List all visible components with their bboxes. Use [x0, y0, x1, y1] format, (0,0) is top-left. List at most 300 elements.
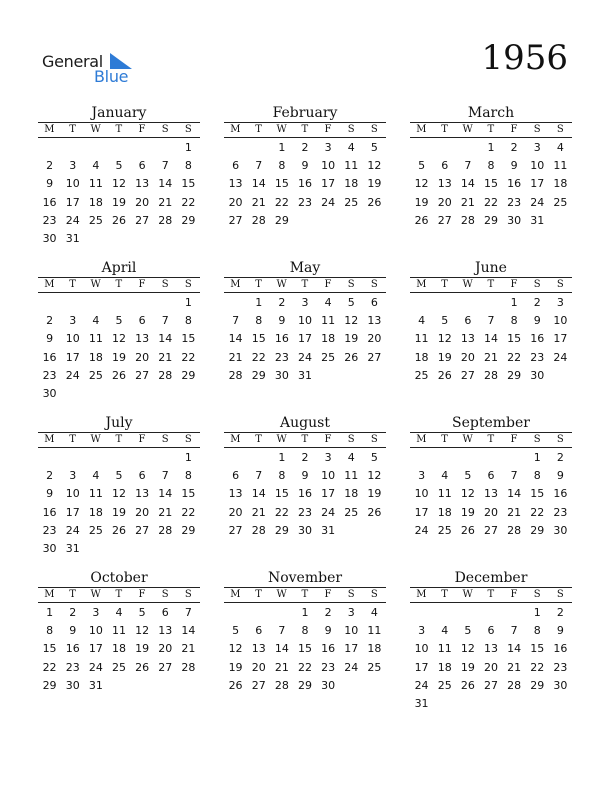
weekday-label: F — [138, 279, 146, 290]
day-cell: 12 — [111, 487, 126, 501]
day-cell: 21 — [483, 350, 498, 364]
weekday-label: M — [44, 279, 55, 290]
weekday-label: S — [184, 279, 192, 290]
day-cell: 7 — [161, 469, 169, 483]
weekday-label: T — [115, 279, 123, 290]
day-cell: 15 — [251, 332, 266, 346]
day-cell: 8 — [533, 624, 541, 638]
weekday-label: T — [255, 124, 263, 135]
day-cell: 8 — [46, 624, 54, 638]
day-cell: 10 — [65, 177, 80, 191]
day-cell: 3 — [324, 141, 332, 154]
day-cell: 2 — [46, 159, 54, 173]
empty-cell — [247, 604, 270, 622]
day-cell: 7 — [464, 159, 472, 173]
empty-cell — [433, 449, 456, 467]
weekday-label: S — [161, 434, 169, 445]
day-cell: 10 — [321, 159, 336, 173]
weekday-label: S — [347, 279, 355, 290]
weekday-label: T — [255, 434, 263, 445]
day-cell: 3 — [69, 469, 77, 483]
day-cell: 11 — [344, 159, 359, 173]
day-cell: 22 — [274, 505, 289, 519]
day-cell: 29 — [483, 213, 498, 227]
day-cell: 16 — [297, 177, 312, 191]
day-cell: 30 — [297, 523, 312, 537]
day-cell: 11 — [111, 624, 126, 638]
weekday-label: F — [324, 589, 332, 600]
day-cell: 14 — [274, 642, 289, 656]
weekday-label: M — [230, 279, 241, 290]
day-cell: 10 — [321, 469, 336, 483]
day-cell: 27 — [483, 523, 498, 537]
day-cell: 8 — [510, 314, 518, 328]
day-grid — [410, 449, 572, 540]
weekday-label: F — [510, 124, 518, 135]
empty-cell — [84, 449, 107, 467]
weekday-label: T — [441, 279, 449, 290]
weekday-label: F — [138, 124, 146, 135]
day-cell: 18 — [88, 505, 103, 519]
day-cell: 15 — [297, 642, 312, 656]
empty-cell — [131, 294, 154, 312]
day-cell: 1 — [301, 606, 309, 619]
day-cell: 24 — [321, 195, 336, 209]
day-cell: 29 — [251, 368, 266, 382]
day-cell: 19 — [228, 660, 243, 674]
day-cell: 1 — [533, 606, 541, 619]
weekday-header — [38, 278, 200, 293]
day-cell: 2 — [324, 606, 332, 619]
day-cell: 7 — [255, 159, 263, 173]
weekday-label: M — [44, 589, 55, 600]
day-cell: 29 — [274, 213, 289, 227]
day-cell: 8 — [301, 624, 309, 638]
weekday-header — [38, 433, 200, 448]
day-cell: 5 — [115, 314, 123, 328]
day-cell: 19 — [367, 487, 382, 501]
weekday-label: T — [301, 279, 309, 290]
day-cell: 5 — [441, 314, 449, 328]
weekday-label: T — [69, 589, 77, 600]
logo-text-general: General — [42, 52, 103, 71]
day-cell: 29 — [181, 213, 196, 227]
day-cell: 11 — [88, 332, 103, 346]
day-cell: 22 — [297, 660, 312, 674]
day-cell: 23 — [65, 660, 80, 674]
day-cell: 9 — [46, 177, 54, 191]
day-cell: 23 — [553, 660, 568, 674]
day-cell: 10 — [65, 487, 80, 501]
day-cell: 17 — [553, 332, 568, 346]
day-cell: 27 — [135, 523, 150, 537]
weekday-label: W — [90, 589, 102, 600]
day-cell: 25 — [111, 660, 126, 674]
weekday-label: W — [276, 279, 288, 290]
weekday-label: S — [184, 434, 192, 445]
day-cell: 30 — [42, 231, 57, 245]
day-cell: 26 — [414, 213, 429, 227]
day-cell: 20 — [460, 350, 475, 364]
day-cell: 6 — [441, 159, 449, 173]
day-cell: 28 — [274, 678, 289, 692]
empty-cell — [410, 604, 433, 622]
day-cell: 14 — [251, 487, 266, 501]
day-cell: 18 — [344, 487, 359, 501]
day-cell: 5 — [464, 624, 472, 638]
day-cell: 15 — [530, 487, 545, 501]
day-cell: 19 — [460, 660, 475, 674]
day-cell: 9 — [510, 159, 518, 173]
weekday-label: T — [69, 434, 77, 445]
day-cell: 28 — [251, 213, 266, 227]
day-cell: 19 — [111, 505, 126, 519]
day-cell: 2 — [510, 141, 518, 154]
weekday-label: F — [510, 589, 518, 600]
day-cell: 17 — [344, 642, 359, 656]
weekday-label: S — [533, 589, 541, 600]
day-grid — [224, 449, 386, 540]
day-cell: 11 — [88, 177, 103, 191]
day-cell: 16 — [42, 195, 57, 209]
day-cell: 3 — [69, 314, 77, 328]
day-cell: 14 — [460, 177, 475, 191]
day-cell: 18 — [321, 332, 336, 346]
weekday-label: W — [90, 434, 102, 445]
weekday-label: T — [487, 589, 495, 600]
day-cell: 4 — [92, 314, 100, 328]
day-cell: 26 — [111, 213, 126, 227]
day-cell: 22 — [42, 660, 57, 674]
day-grid — [38, 294, 200, 403]
day-cell: 3 — [533, 141, 541, 154]
day-cell: 20 — [437, 195, 452, 209]
day-cell: 19 — [111, 195, 126, 209]
day-cell: 7 — [184, 606, 192, 619]
day-grid — [410, 139, 572, 230]
day-cell: 16 — [65, 642, 80, 656]
day-cell: 29 — [181, 523, 196, 537]
month-may — [224, 260, 386, 385]
month-name: March — [410, 105, 572, 123]
day-cell: 4 — [115, 606, 123, 619]
day-cell: 21 — [460, 195, 475, 209]
day-cell: 4 — [324, 296, 332, 309]
weekday-label: S — [161, 589, 169, 600]
weekday-label: T — [441, 589, 449, 600]
empty-cell — [224, 449, 247, 467]
month-june — [410, 260, 572, 385]
day-cell: 20 — [135, 505, 150, 519]
day-cell: 19 — [460, 505, 475, 519]
day-cell: 26 — [437, 368, 452, 382]
day-cell: 15 — [181, 487, 196, 501]
day-cell: 29 — [274, 523, 289, 537]
day-cell: 8 — [278, 159, 286, 173]
day-cell: 27 — [437, 213, 452, 227]
day-cell: 13 — [228, 487, 243, 501]
weekday-label: S — [370, 279, 378, 290]
month-january — [38, 105, 200, 248]
day-cell: 14 — [507, 642, 522, 656]
weekday-label: T — [487, 434, 495, 445]
day-cell: 25 — [321, 350, 336, 364]
empty-cell — [84, 294, 107, 312]
day-cell: 26 — [460, 678, 475, 692]
day-cell: 12 — [111, 332, 126, 346]
weekday-label: S — [347, 124, 355, 135]
day-cell: 7 — [278, 624, 286, 638]
day-cell: 3 — [301, 296, 309, 309]
day-cell: 26 — [367, 505, 382, 519]
weekday-label: S — [184, 589, 192, 600]
day-cell: 30 — [321, 678, 336, 692]
day-cell: 17 — [65, 505, 80, 519]
day-cell: 27 — [228, 523, 243, 537]
weekday-label: S — [556, 434, 564, 445]
weekday-label: W — [276, 589, 288, 600]
empty-cell — [479, 604, 502, 622]
day-cell: 11 — [321, 314, 336, 328]
day-cell: 6 — [138, 314, 146, 328]
empty-cell — [247, 449, 270, 467]
day-cell: 15 — [274, 177, 289, 191]
empty-cell — [38, 139, 61, 157]
day-cell: 16 — [553, 642, 568, 656]
day-cell: 21 — [251, 195, 266, 209]
day-cell: 18 — [88, 195, 103, 209]
empty-cell — [410, 294, 433, 312]
day-cell: 24 — [65, 368, 80, 382]
day-cell: 12 — [460, 487, 475, 501]
day-cell: 6 — [232, 159, 240, 173]
day-cell: 22 — [530, 660, 545, 674]
empty-cell — [456, 139, 479, 157]
empty-cell — [479, 294, 502, 312]
day-cell: 12 — [460, 642, 475, 656]
day-cell: 21 — [507, 505, 522, 519]
weekday-label: T — [115, 434, 123, 445]
month-name: May — [224, 260, 386, 278]
day-cell: 19 — [437, 350, 452, 364]
day-cell: 13 — [367, 314, 382, 328]
day-cell: 1 — [184, 141, 192, 154]
day-cell: 5 — [370, 141, 378, 154]
month-name: October — [38, 570, 200, 588]
day-cell: 14 — [483, 332, 498, 346]
empty-cell — [38, 294, 61, 312]
day-cell: 21 — [507, 660, 522, 674]
logo — [42, 50, 152, 90]
day-cell: 18 — [111, 642, 126, 656]
day-cell: 25 — [344, 505, 359, 519]
day-cell: 2 — [46, 469, 54, 483]
day-cell: 31 — [321, 523, 336, 537]
day-cell: 15 — [507, 332, 522, 346]
empty-cell — [456, 294, 479, 312]
day-cell: 4 — [370, 606, 378, 619]
empty-cell — [270, 604, 293, 622]
day-cell: 9 — [324, 624, 332, 638]
year-title: 1956 — [481, 38, 568, 78]
weekday-header — [410, 588, 572, 603]
month-name: September — [410, 415, 572, 433]
empty-cell — [433, 139, 456, 157]
weekday-header — [38, 123, 200, 138]
day-cell: 10 — [297, 314, 312, 328]
weekday-label: S — [556, 279, 564, 290]
weekday-label: T — [441, 124, 449, 135]
day-cell: 12 — [367, 159, 382, 173]
day-grid — [38, 139, 200, 248]
day-cell: 12 — [228, 642, 243, 656]
weekday-label: F — [138, 589, 146, 600]
day-cell: 18 — [437, 660, 452, 674]
day-cell: 28 — [228, 368, 243, 382]
day-cell: 20 — [367, 332, 382, 346]
day-cell: 8 — [184, 159, 192, 173]
day-cell: 8 — [184, 314, 192, 328]
day-cell: 29 — [297, 678, 312, 692]
day-cell: 22 — [251, 350, 266, 364]
day-cell: 15 — [181, 177, 196, 191]
day-cell: 2 — [556, 451, 564, 464]
day-cell: 27 — [483, 678, 498, 692]
day-cell: 18 — [553, 177, 568, 191]
day-cell: 6 — [487, 469, 495, 483]
day-cell: 7 — [161, 314, 169, 328]
weekday-label: S — [556, 124, 564, 135]
day-cell: 7 — [487, 314, 495, 328]
empty-cell — [247, 139, 270, 157]
weekday-label: F — [138, 434, 146, 445]
day-cell: 7 — [161, 159, 169, 173]
day-cell: 6 — [487, 624, 495, 638]
month-name: June — [410, 260, 572, 278]
day-cell: 3 — [324, 451, 332, 464]
weekday-label: W — [276, 434, 288, 445]
weekday-label: S — [370, 589, 378, 600]
weekday-label: F — [324, 279, 332, 290]
day-cell: 25 — [88, 523, 103, 537]
month-july — [38, 415, 200, 558]
month-name: April — [38, 260, 200, 278]
day-cell: 26 — [111, 523, 126, 537]
day-cell: 27 — [158, 660, 173, 674]
day-cell: 23 — [507, 195, 522, 209]
day-cell: 13 — [135, 177, 150, 191]
day-cell: 30 — [553, 678, 568, 692]
day-cell: 9 — [301, 159, 309, 173]
day-cell: 9 — [533, 314, 541, 328]
day-cell: 21 — [274, 660, 289, 674]
day-cell: 17 — [321, 487, 336, 501]
empty-cell — [433, 604, 456, 622]
day-grid — [224, 139, 386, 230]
day-cell: 12 — [135, 624, 150, 638]
day-cell: 20 — [158, 642, 173, 656]
day-cell: 2 — [46, 314, 54, 328]
day-cell: 7 — [510, 469, 518, 483]
day-cell: 5 — [418, 159, 426, 173]
day-cell: 5 — [464, 469, 472, 483]
weekday-label: M — [416, 434, 427, 445]
day-cell: 29 — [530, 678, 545, 692]
day-cell: 17 — [414, 660, 429, 674]
day-cell: 23 — [274, 350, 289, 364]
day-cell: 15 — [530, 642, 545, 656]
day-cell: 2 — [301, 451, 309, 464]
day-cell: 4 — [418, 314, 426, 328]
empty-cell — [107, 139, 130, 157]
day-cell: 11 — [344, 469, 359, 483]
day-cell: 18 — [367, 642, 382, 656]
day-cell: 12 — [344, 314, 359, 328]
day-cell: 23 — [42, 213, 57, 227]
day-cell: 24 — [297, 350, 312, 364]
day-cell: 14 — [181, 624, 196, 638]
day-cell: 3 — [556, 296, 564, 309]
day-cell: 7 — [232, 314, 240, 328]
day-cell: 4 — [556, 141, 564, 154]
weekday-header — [410, 123, 572, 138]
day-cell: 1 — [184, 296, 192, 309]
day-cell: 21 — [158, 195, 173, 209]
day-cell: 1 — [510, 296, 518, 309]
day-cell: 21 — [158, 350, 173, 364]
day-cell: 10 — [65, 332, 80, 346]
weekday-label: S — [556, 589, 564, 600]
day-cell: 5 — [370, 451, 378, 464]
day-cell: 10 — [414, 642, 429, 656]
day-cell: 22 — [483, 195, 498, 209]
day-cell: 17 — [88, 642, 103, 656]
weekday-label: S — [533, 434, 541, 445]
weekday-label: S — [370, 124, 378, 135]
day-cell: 11 — [553, 159, 568, 173]
weekday-label: T — [487, 124, 495, 135]
day-cell: 31 — [530, 213, 545, 227]
empty-cell — [224, 604, 247, 622]
day-cell: 30 — [507, 213, 522, 227]
day-cell: 23 — [530, 350, 545, 364]
day-cell: 23 — [42, 523, 57, 537]
day-cell: 18 — [414, 350, 429, 364]
empty-cell — [107, 294, 130, 312]
day-cell: 5 — [138, 606, 146, 619]
day-cell: 20 — [135, 195, 150, 209]
day-cell: 31 — [65, 231, 80, 245]
day-cell: 17 — [65, 350, 80, 364]
day-cell: 13 — [460, 332, 475, 346]
day-cell: 24 — [65, 523, 80, 537]
day-cell: 30 — [42, 386, 57, 400]
day-cell: 29 — [181, 368, 196, 382]
month-name: August — [224, 415, 386, 433]
empty-cell — [410, 449, 433, 467]
month-september — [410, 415, 572, 540]
empty-cell — [61, 139, 84, 157]
day-cell: 10 — [553, 314, 568, 328]
weekday-label: F — [324, 434, 332, 445]
day-grid — [224, 294, 386, 385]
day-cell: 8 — [278, 469, 286, 483]
empty-cell — [456, 449, 479, 467]
empty-cell — [84, 139, 107, 157]
month-april — [38, 260, 200, 403]
day-cell: 24 — [414, 523, 429, 537]
empty-cell — [224, 294, 247, 312]
